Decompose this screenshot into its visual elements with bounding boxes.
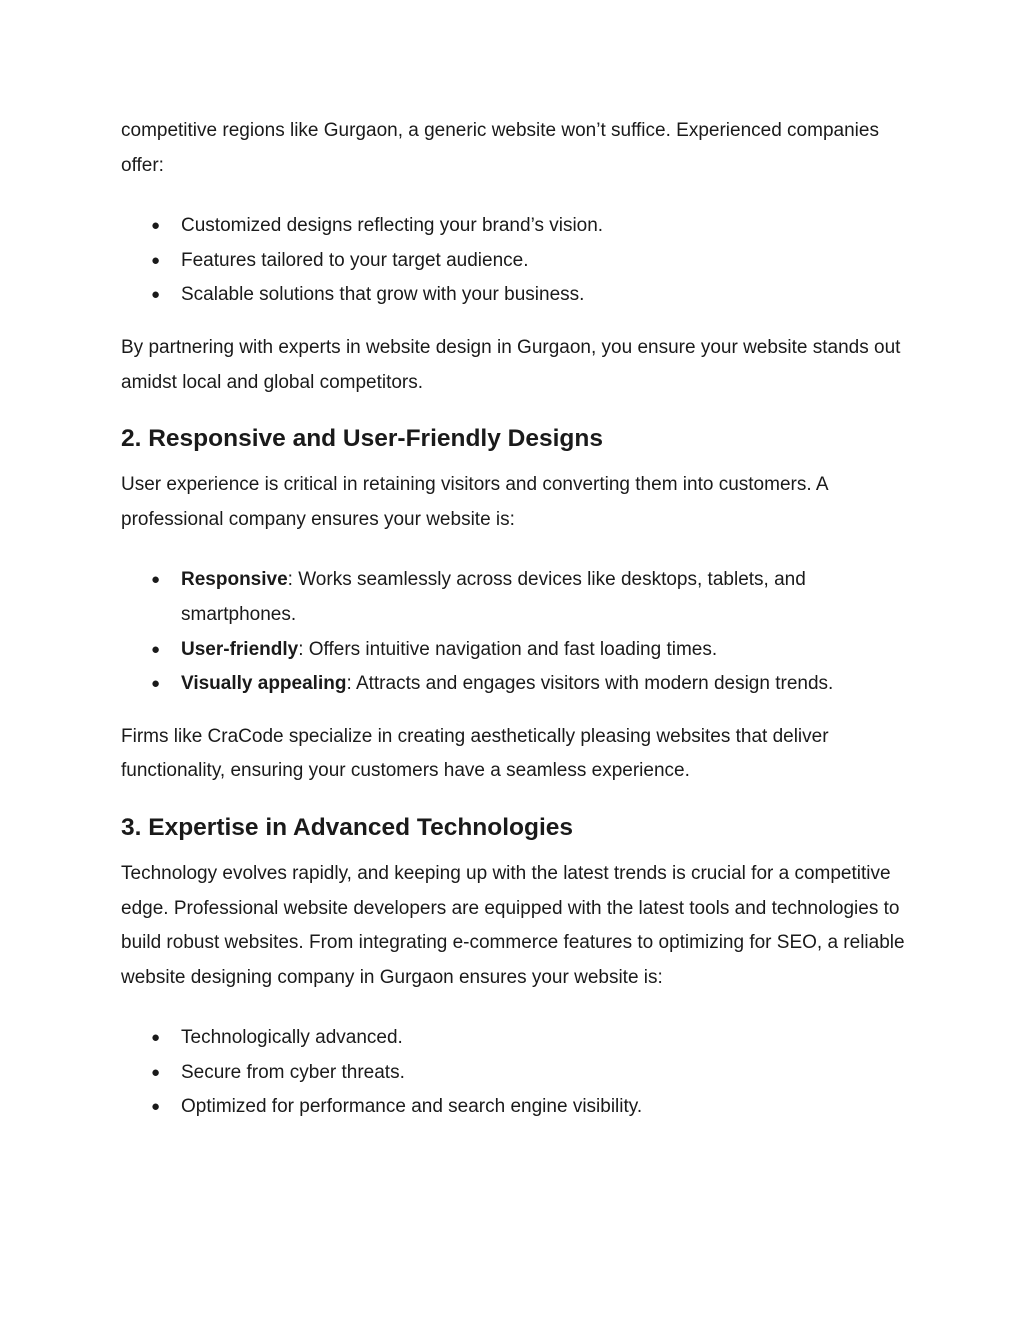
list-item: [121, 563, 911, 632]
list-item-term: User-friendly: [181, 638, 299, 660]
bullet-icon: ●: [151, 675, 161, 693]
list-item: [121, 1021, 911, 1056]
section-3-paragraph: Technology evolves rapidly, and keeping up with the latest trends is crucial for a competitive edge. Professional website developers are equipped with the latest tools and technologies to build robust websites. From integrating e-commerce features to optimizing for SEO, a reliable website designing company in Gurgaon ensures your website is:: [121, 862, 905, 988]
section-2-closing-paragraph: Firms like CraCode specialize in creating aesthetically pleasing websites that deliver functionality, ensuring your customers have a seamless experience.: [121, 725, 829, 782]
list-item-term: Responsive: [181, 569, 288, 591]
list-item-text: Features tailored to your target audience.: [181, 249, 529, 271]
list-item-text: : Offers intuitive navigation and fast loading times.: [298, 638, 718, 660]
list-item-text: : Works seamlessly across devices like desktops, tablets, and smartphones.: [181, 569, 806, 625]
list-item: [121, 244, 911, 279]
bullet-icon: ●: [151, 286, 161, 304]
list-item: [121, 209, 911, 244]
bullet-icon: ●: [151, 251, 161, 269]
section-2-list: [121, 563, 911, 701]
section-3-heading: 3. Expertise in Advanced Technologies: [121, 813, 574, 841]
list-item-text: Customized designs reflecting your brand’s vision.: [181, 215, 604, 237]
list-item-term: Visually appealing: [181, 673, 347, 695]
list-item-text: Scalable solutions that grow with your business.: [181, 284, 585, 306]
bullet-icon: ●: [151, 1029, 161, 1047]
section-2-paragraph: User experience is critical in retaining visitors and converting them into customers. A professional company ensures your website is:: [121, 474, 828, 530]
bullet-icon: ●: [151, 217, 161, 235]
list-item-text: : Attracts and engages visitors with modern design trends.: [346, 673, 834, 695]
list-item: [121, 278, 911, 313]
list-item-text: Secure from cyber threats.: [181, 1061, 405, 1083]
list-item: [121, 1056, 911, 1091]
bullet-icon: ●: [151, 571, 161, 589]
list-item: [121, 633, 911, 668]
section-2-heading: 2. Responsive and User-Friendly Designs: [121, 425, 603, 453]
bullet-icon: ●: [151, 1098, 161, 1116]
intro-paragraph: competitive regions like Gurgaon, a generic website won’t suffice. Experienced companies offer:: [121, 120, 879, 176]
intro-closing-paragraph: By partnering with experts in website design in Gurgaon, you ensure your website stands out amidst local and global competitors.: [121, 336, 901, 393]
list-item: [121, 667, 911, 702]
list-item: [121, 1090, 911, 1125]
document-page: [121, 114, 911, 1125]
list-item-text: Optimized for performance and search engine visibility.: [181, 1096, 643, 1118]
intro-list: [121, 209, 911, 313]
bullet-icon: ●: [151, 1063, 161, 1081]
list-item-text: Technologically advanced.: [181, 1027, 403, 1049]
bullet-icon: ●: [151, 640, 161, 658]
section-3-list: [121, 1021, 911, 1125]
